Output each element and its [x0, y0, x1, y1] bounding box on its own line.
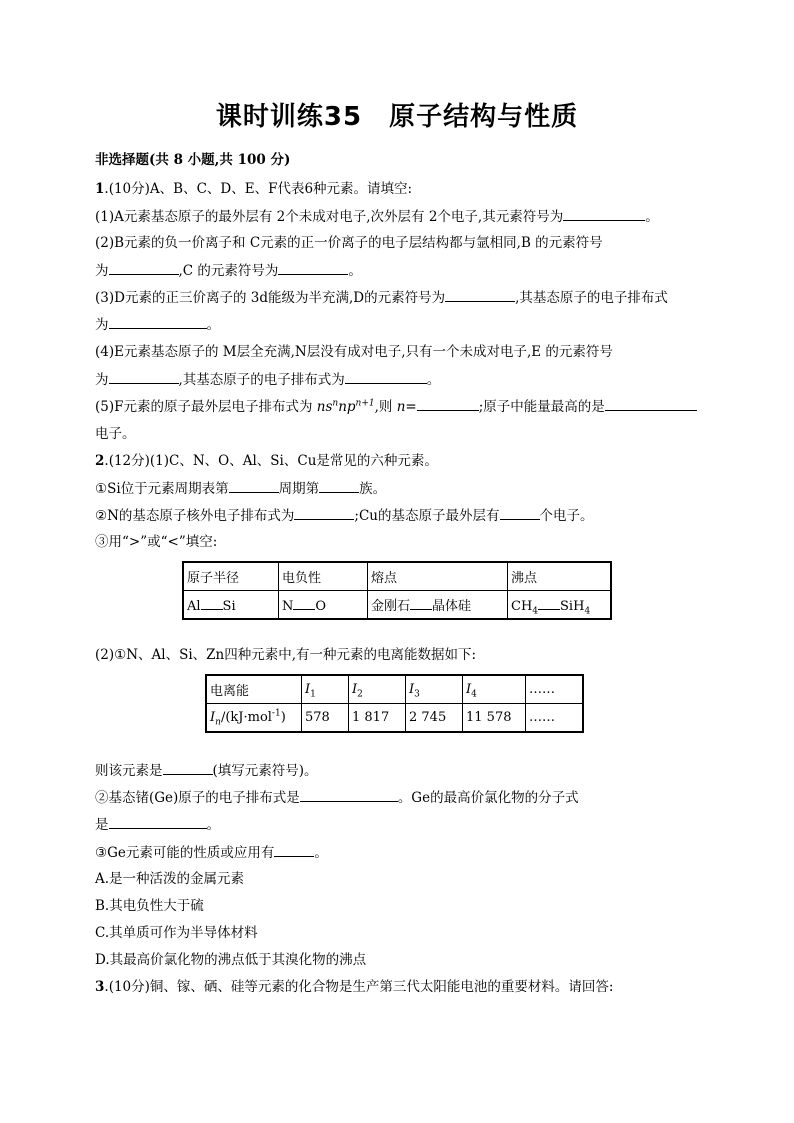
table-header: 沸点: [508, 562, 612, 591]
q2-b3-end: 。: [314, 845, 328, 861]
table-cell: 578: [302, 704, 349, 733]
formula-n: n: [396, 399, 406, 415]
q1-part4b-end: 。: [426, 372, 441, 388]
table-cell: [206, 704, 302, 733]
q2-a3: ③用“>”或“<”填空:: [95, 534, 218, 550]
symbol-I: I: [210, 710, 216, 725]
q1-part3b-pre: 为: [95, 317, 109, 333]
table-row: [206, 704, 583, 733]
unit-text: /(kJ·mol: [220, 710, 272, 725]
q2-intro: [95, 452, 438, 470]
q2-b2-pre: ②基态锗(Ge)原子的电子排布式是: [95, 790, 300, 806]
symbol-I: I: [466, 682, 472, 697]
table-cell: 11 578: [463, 704, 526, 733]
q2-a1-mid: 周期第: [278, 481, 320, 497]
subscript: 1: [310, 689, 316, 700]
q1-intro: [95, 180, 412, 198]
subscript: 4: [584, 606, 591, 617]
table-header: ……: [526, 675, 584, 704]
answer-blank[interactable]: [109, 261, 179, 275]
q1-part2b: [95, 261, 362, 280]
q1-part5-mid: ,则: [374, 399, 397, 415]
answer-blank[interactable]: [345, 370, 427, 384]
answer-blank[interactable]: [109, 370, 179, 384]
q1-part5: [95, 397, 697, 416]
subscript-n: n: [215, 717, 221, 728]
table-header: 电负性: [279, 562, 368, 591]
q1-part3a-pre: (3)D元素的正三价离子的 3d能级为半充满,D的元素符号为: [95, 290, 446, 306]
q2-b2-mid: 。Ge的最高价氯化物的分子式: [397, 790, 579, 806]
answer-blank[interactable]: [417, 397, 479, 411]
table-header-row: [206, 675, 583, 704]
answer-blank[interactable]: [538, 596, 560, 610]
table-header: [406, 675, 463, 704]
unit-close: ): [280, 710, 286, 725]
table-header: 电离能: [206, 675, 302, 704]
answer-blank[interactable]: [109, 815, 207, 829]
q1-part4b-pre: 为: [95, 372, 109, 388]
q2-b2b: [95, 815, 220, 834]
superscript: -1: [271, 708, 281, 719]
q2-b-intro: (2)①N、Al、Si、Zn四种元素中,有一种元素的电离能数据如下:: [95, 647, 477, 663]
q1-part4b-mid: ,其基态原子的电子排布式为: [178, 372, 345, 388]
q2-b3-pre: ③Ge元素可能的性质或应用有: [95, 845, 275, 861]
answer-blank[interactable]: [201, 596, 223, 610]
table-cell: 2 745: [406, 704, 463, 733]
cell-right: Si: [222, 598, 236, 614]
q1-part3a-end: ,其基态原子的电子排布式: [515, 290, 668, 306]
q2-b1: [95, 761, 318, 780]
answer-blank[interactable]: [293, 596, 315, 610]
table-cell: [183, 591, 279, 620]
cell-left: 金刚石: [371, 599, 411, 614]
cell-right: O: [315, 598, 327, 614]
ionization-table: [205, 674, 584, 733]
q1-part3b-end: 。: [206, 317, 220, 333]
q1-part4a: (4)E元素基态原子的 M层全充满,N层没有成对电子,只有一个未成对电子,E 的元素符号: [95, 344, 613, 360]
answer-blank[interactable]: [563, 207, 645, 221]
subscript: 3: [414, 689, 420, 700]
q1-part3b: [95, 315, 220, 334]
symbol-I: I: [305, 682, 311, 697]
answer-blank[interactable]: [163, 761, 213, 775]
symbol-I: I: [409, 682, 415, 697]
q2-b2: [95, 788, 579, 807]
q2-b1-end: (填写元素符号)。: [212, 763, 318, 779]
formula-exp-n: n: [332, 398, 339, 409]
answer-blank[interactable]: [229, 479, 279, 493]
q2-a2-end: 个电子。: [539, 508, 594, 524]
q2-a1-pre: ①Si位于元素周期表第: [95, 481, 229, 497]
formula-ns: ns: [316, 399, 333, 415]
q1-part2b-end: 。: [348, 263, 362, 279]
q1-part5-mid2: ;原子中能量最高的是: [478, 399, 605, 415]
answer-blank[interactable]: [410, 596, 432, 610]
subscript: 4: [532, 606, 539, 617]
table-row: [183, 591, 611, 620]
q1-part5-end: 电子。: [95, 426, 136, 442]
table-cell: 1 817: [349, 704, 406, 733]
subscript: 2: [357, 689, 363, 700]
table-cell: [279, 591, 368, 620]
q1-part2a: (2)B元素的负一价离子和 C元素的正一价离子的电子层结构都与氩相同,B 的元素符号: [95, 235, 603, 251]
cell-right: 晶体硅: [432, 599, 472, 614]
table-header: [349, 675, 406, 704]
q2-a2-pre: ②N的基态原子核外电子排布式为: [95, 508, 295, 524]
answer-blank[interactable]: [300, 788, 398, 802]
answer-blank[interactable]: [109, 315, 207, 329]
answer-blank[interactable]: [605, 397, 697, 411]
table-header: 原子半径: [183, 562, 279, 591]
formula-np: np: [338, 399, 356, 415]
option-c: C.其单质可作为半导体材料: [95, 925, 258, 941]
cell-left: Al: [187, 598, 201, 614]
equals-sign: =: [405, 399, 417, 415]
q2-number: 2: [95, 453, 105, 469]
q1-intro-text: .(10分)A、B、C、D、E、F代表6种元素。请填空:: [104, 181, 413, 197]
table-cell: [508, 591, 612, 620]
subscript: 4: [471, 689, 477, 700]
q2-intro-text: .(12分)(1)C、N、O、Al、Si、Cu是常见的六种元素。: [104, 453, 438, 469]
symbol-I: I: [352, 682, 358, 697]
table-header: [463, 675, 526, 704]
answer-blank[interactable]: [274, 843, 314, 857]
table-header: [302, 675, 349, 704]
answer-blank[interactable]: [294, 506, 354, 520]
table-header-row: [183, 562, 611, 591]
formula-exp-n1: n+1: [355, 398, 375, 409]
q2-b2b-pre: 是: [95, 817, 109, 833]
cell-left: CH: [511, 598, 533, 614]
option-b: B.其电负性大于硫: [95, 898, 204, 914]
comparison-table: [182, 561, 612, 620]
q1-part5-pre: (5)F元素的原子最外层电子排布式为: [95, 399, 317, 415]
q1-number: 1: [95, 181, 105, 197]
option-a: A.是一种活泼的金属元素: [95, 871, 245, 887]
q2-a2: [95, 506, 594, 525]
q2-b2b-end: 。: [206, 817, 220, 833]
q2-a1-end: 族。: [359, 481, 387, 497]
answer-blank[interactable]: [278, 261, 348, 275]
q1-part2b-mid: ,C 的元素符号为: [178, 263, 279, 279]
q2-b1-pre: 则该元素是: [95, 763, 163, 779]
option-d: D.其最高价氯化物的沸点低于其溴化物的沸点: [95, 952, 367, 968]
page-title: 课时训练35 原子结构与性质: [215, 102, 579, 132]
answer-blank[interactable]: [445, 288, 515, 302]
q3-intro: [95, 978, 613, 996]
q1-part2b-pre: 为: [95, 263, 109, 279]
q1-part1-end: 。: [645, 209, 659, 225]
answer-blank[interactable]: [500, 506, 540, 520]
q1-part1: [95, 207, 659, 226]
q1-part4b: [95, 370, 440, 389]
cell-left: N: [282, 598, 294, 614]
cell-right: SiH: [560, 598, 585, 614]
answer-blank[interactable]: [319, 479, 359, 493]
q1-part1-text: (1)A元素基态原子的最外层有 2个未成对电子,次外层有 2个电子,其元素符号为: [95, 209, 564, 225]
table-header: 熔点: [368, 562, 508, 591]
q3-intro-text: .(10分)铜、镓、硒、硅等元素的化合物是生产第三代太阳能电池的重要材料。请回答:: [104, 979, 614, 995]
q1-part3a: [95, 288, 668, 307]
table-cell: ……: [526, 704, 584, 733]
section-heading: 非选择题(共 8 小题,共 100 分): [95, 152, 291, 168]
q2-a1: [95, 479, 386, 498]
q3-number: 3: [95, 979, 105, 995]
q2-b3: [95, 843, 328, 862]
q2-a2-mid: ;Cu的基态原子最外层有: [354, 508, 500, 524]
table-cell: [368, 591, 508, 620]
